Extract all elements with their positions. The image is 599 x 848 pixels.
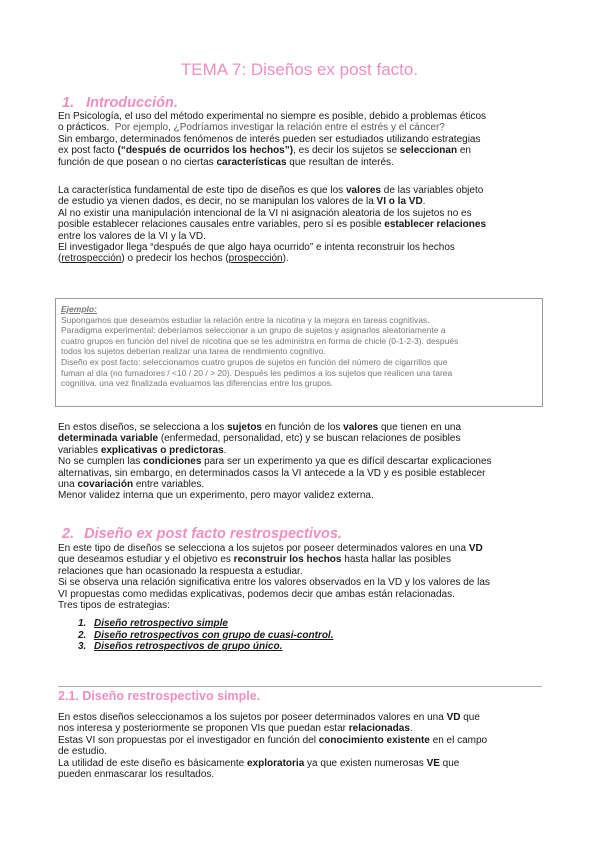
section-1-title: Introducción.: [86, 95, 178, 111]
section-2-title: Diseño ex post facto restrospectivos.: [84, 526, 342, 542]
sel-line: Menor validez interna que un experimento, pero mayor validez externa.: [58, 490, 374, 502]
intro-line: En Psicología, el uso del método experimental no siempre es posible, debido a problemas éticos: [58, 111, 487, 122]
example-label: Ejemplo:: [61, 304, 97, 314]
section-1-number: 1.: [62, 95, 75, 111]
simple-emphasis: VD: [446, 712, 461, 723]
intro-line: ex post facto: [58, 145, 118, 157]
sel-line: En estos diseños, se selecciona a los: [58, 422, 227, 433]
sel-emphasis: determinada variable: [58, 433, 159, 445]
char-line: Al no existir una manipulación intencional de la VI ni asignación aleatoria de los sujetos no es: [58, 207, 472, 219]
simple-line: En estos diseños seleccionamos a los sujetos por poseer determinados valores en una: [58, 712, 447, 723]
retro-emphasis: reconstruir los hechos: [233, 554, 342, 566]
sel-line: entre variables.: [133, 479, 205, 491]
section-2-number: 2.: [62, 526, 75, 542]
simple-emphasis: VE: [426, 757, 440, 769]
section-1-heading: [62, 95, 178, 111]
sel-line: en función de los: [262, 422, 344, 433]
strategy-item: 1. Diseño retrospectivo simple: [78, 618, 228, 629]
example-box: [55, 298, 543, 407]
simple-line: .: [409, 723, 413, 735]
intro-emphasis: (“después de ocurridos los hechos”): [117, 145, 294, 157]
retro-line: Tres tipos de estrategias:: [58, 600, 170, 612]
simple-line: que: [439, 757, 460, 769]
intro-emphasis: características: [216, 156, 287, 168]
selection-paragraph: [58, 422, 544, 502]
example-line: fuman al día (no fumadores / <10 / 20 / > 20). Después les pedimos a los sujetos que realicen una tarea: [61, 367, 453, 378]
example-line: Supongamos que deseamos estudiar la relación entre la nicotina y la mejora en tareas cognitivas.: [61, 314, 430, 325]
intro-line: , es decir los sujetos se: [293, 145, 400, 157]
char-line: La característica fundamental de este tipo de diseños es que los: [58, 185, 346, 196]
retrospective-paragraph: [58, 543, 544, 611]
sel-emphasis: valores: [343, 422, 379, 433]
intro-line: en: [457, 145, 471, 157]
simple-emphasis: exploratoria: [247, 757, 305, 769]
retro-line: Si se observa una relación significativa entre los valores observados en la VD y los valores de las: [58, 577, 490, 589]
retro-line: relaciones que han ocasionado la respuesta a estudiar.: [58, 565, 303, 577]
char-underlined: retrospección: [61, 253, 122, 265]
sel-emphasis: sujetos: [226, 422, 262, 433]
sel-line: No se cumplen las: [58, 456, 144, 468]
sel-line: que tienen en una: [378, 422, 462, 433]
intro-line: Sin embargo, determinados fenómenos de interés pueden ser estudiados utilizando estrategias: [58, 133, 481, 145]
simple-line: pueden enmascarar los resultados.: [58, 769, 215, 781]
char-emphasis: establecer relaciones: [384, 219, 487, 231]
char-line: posible establecer relaciones causales entre variables, pero sí es posible: [58, 219, 385, 231]
sel-line: para ser un experimento ya que es difícil descartar explicaciones: [201, 456, 492, 468]
example-line: cuatro grupos en función del nivel de nicotina que se les administra en forma de chicle (0-1-2-3). después: [61, 335, 459, 346]
simple-line: ya que existen numerosas: [304, 757, 427, 769]
sel-line: variables: [58, 444, 101, 456]
example-line: Paradigma experimental: deberíamos seleccionar a un grupo de sujetos y asignarlos aleatoriamente a: [61, 325, 446, 336]
retro-line: VI propuestas como medidas explicativas, podemos decir que ambas están relacionadas.: [58, 588, 455, 600]
sel-line: .: [223, 444, 227, 456]
example-line: Diseño ex post facto: seleccionamos cuatro grupos de sujetos en función del número de cigarrillos que: [61, 356, 448, 367]
strategy-item: 3. Diseños retrospectivos de grupo único.: [78, 641, 283, 653]
retro-line: hasta hallar las posibles: [341, 554, 451, 566]
simple-emphasis: relacionadas: [348, 723, 410, 735]
example-line: cognitiva. una vez finalizada evaluamos las diferencias entre los grupos.: [61, 378, 334, 389]
simple-line: nos interesa y posteriormente se proponen VIs que puedan estar: [58, 723, 349, 735]
retro-line: que deseamos estudiar y el objetivo es: [58, 554, 234, 566]
sel-emphasis: covariación: [77, 479, 134, 491]
char-emphasis: valores: [345, 185, 381, 196]
char-line: de las variables objeto: [381, 185, 484, 196]
intro-paragraph: [58, 111, 544, 168]
simple-line: en el campo: [429, 734, 488, 746]
char-line: ) o predecir los hechos (: [121, 253, 229, 265]
simple-line: que: [460, 712, 480, 723]
strategies-list: [78, 618, 334, 653]
retro-line: En este tipo de diseños se selecciona a los sujetos por poseer determinados valores en una: [58, 543, 469, 554]
simple-emphasis: conocimiento existente: [318, 734, 430, 746]
simple-line: de estudio.: [58, 746, 107, 758]
section-divider: [58, 686, 542, 687]
sel-line: una: [58, 479, 78, 491]
intro-line: o prácticos.: [58, 122, 110, 134]
char-line: (: [58, 253, 62, 265]
char-line: ).: [282, 253, 289, 265]
sel-emphasis: condiciones: [143, 456, 202, 468]
characteristics-paragraph: [58, 185, 544, 265]
sel-emphasis: explicativas o predictoras: [100, 444, 224, 456]
char-underlined: prospección: [228, 253, 283, 265]
section-2-heading: [62, 526, 342, 542]
strategy-item: 2. Diseño retrospectivos con grupo de cuasi-control.: [78, 629, 334, 641]
char-line: entre los valores de la VI y la VD.: [58, 230, 206, 242]
sel-line: (enfermedad, personalidad, etc) y se buscan relaciones de posibles: [158, 433, 461, 445]
simple-line: Estas VI son propuestas por el investigador en función del: [58, 734, 319, 746]
section-2-1-heading: 2.1. Diseño restrospectivo simple.: [58, 689, 261, 703]
intro-emphasis: seleccionan: [399, 145, 458, 157]
char-line: El investigador llega “después de que algo haya ocurrido” e intenta reconstruir los hechos: [58, 242, 455, 254]
document-title: TEMA 7: Diseños ex post facto.: [180, 60, 419, 79]
intro-line: que resultan de interés.: [286, 156, 394, 168]
sel-line: alternativas, sin embargo, en determinados casos la VI antecede a la VD y es posible establecer: [58, 467, 486, 479]
char-emphasis: VI o la VD: [376, 196, 423, 208]
simple-design-paragraph: [58, 712, 544, 780]
char-line: de estudio ya vienen dados, es decir, no se manipulan los valores de la: [58, 196, 377, 208]
simple-line: La utilidad de este diseño es básicamente: [58, 757, 248, 769]
intro-line: Por ejemplo, ¿Podríamos investigar la relación entre el estrés y el cáncer?: [114, 122, 445, 134]
char-line: .: [422, 196, 426, 208]
intro-line: función de que posean o no ciertas: [58, 156, 217, 168]
retro-emphasis: VD: [468, 543, 483, 554]
example-line: todos los sujetos deberían realizar una tarea de rendimiento cognitivo.: [61, 346, 326, 357]
